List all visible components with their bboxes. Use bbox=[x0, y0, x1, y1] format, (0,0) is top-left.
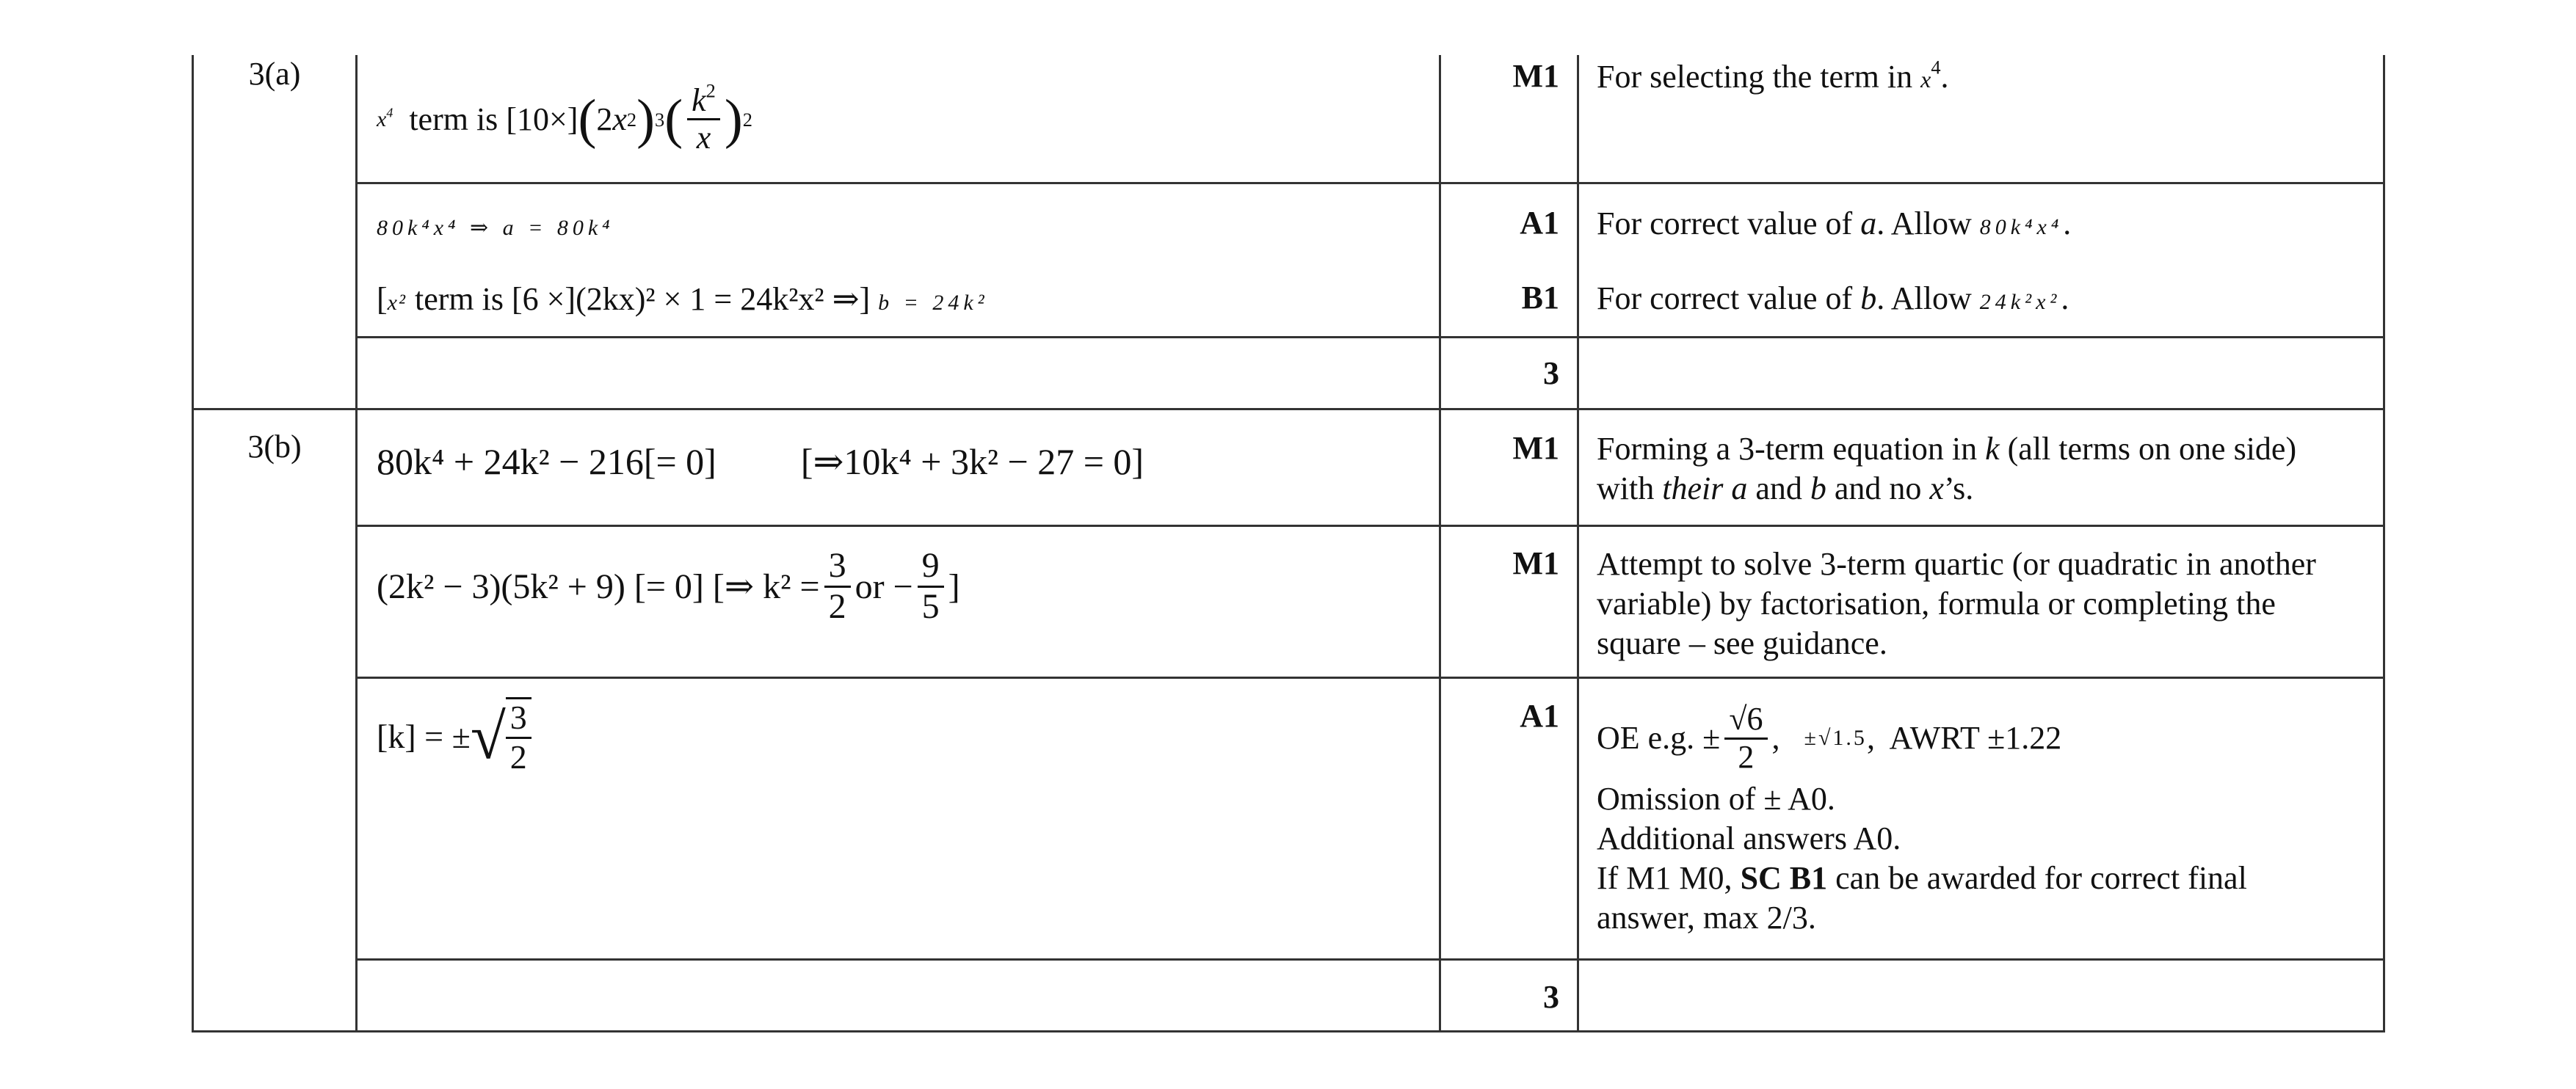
fraction-numerator: 3 bbox=[506, 699, 531, 739]
guidance-text bbox=[1579, 204, 2383, 247]
mark-code: A1 bbox=[1520, 698, 1559, 734]
guidance-part: , bbox=[1771, 720, 1780, 756]
guidance-text bbox=[1579, 544, 2383, 663]
guidance-part: If M1 M0, bbox=[1597, 860, 1741, 896]
fraction-denominator: 2 bbox=[509, 737, 527, 776]
working-part: or − bbox=[855, 567, 913, 606]
guidance-text bbox=[1579, 429, 2383, 509]
row-divider bbox=[355, 525, 2385, 527]
mark-code: B1 bbox=[1521, 280, 1559, 316]
guidance-part: . Allow bbox=[1876, 205, 1980, 241]
guidance-bold: SC B1 bbox=[1740, 860, 1828, 896]
guidance-part: ±√1.5 bbox=[1804, 726, 1867, 750]
answer-working bbox=[358, 440, 1437, 483]
guidance-part: OE e.g. ± bbox=[1597, 720, 1721, 756]
fraction-numerator: 3 bbox=[824, 547, 851, 588]
guidance-text bbox=[1579, 57, 2383, 99]
guidance-line: Additional answers A0. bbox=[1597, 820, 1901, 856]
answer-working: $x^4$ term is [10×] ( 2 x 2 ) 3 ( $\frac{k^2}{x}$ ) 2 bbox=[377, 79, 752, 156]
guidance-var: a bbox=[1860, 205, 1877, 241]
working-part: term is [6 ×](2kx)² × 1 = 24k²x² ⇒] bbox=[406, 281, 871, 317]
mark-code: M1 bbox=[1512, 430, 1559, 466]
guidance-part: . Allow bbox=[1876, 280, 1980, 316]
table-divider-answer bbox=[1439, 55, 1441, 1032]
guidance-line: answer, max 2/3. bbox=[1597, 900, 1816, 936]
question-divider bbox=[192, 408, 2385, 410]
guidance-part: . bbox=[2061, 280, 2069, 316]
total-marks: 3 bbox=[1543, 355, 1559, 391]
mark-code: A1 bbox=[1520, 205, 1559, 241]
guidance-part: . bbox=[1940, 59, 1949, 95]
guidance-part: x bbox=[1929, 470, 1944, 506]
answer-working: [k] = ± √ $\frac{3}{2}$ bbox=[358, 697, 1437, 776]
guidance-part: , AWRT ±1.22 bbox=[1866, 720, 2062, 756]
fraction-numerator: 9 bbox=[918, 547, 944, 588]
guidance-allow: 24k²x² bbox=[1979, 290, 2061, 314]
guidance-part: (all terms on one side) bbox=[1999, 431, 2297, 467]
guidance-part: with bbox=[1597, 470, 1663, 506]
guidance-part: can be awarded for correct final bbox=[1827, 860, 2247, 896]
total-marks: 3 bbox=[1543, 979, 1559, 1015]
guidance-text bbox=[1579, 279, 2383, 322]
table-border-left bbox=[192, 55, 194, 1032]
question-number: 3(a) bbox=[248, 56, 301, 92]
working-part: [ bbox=[377, 281, 388, 317]
guidance-text bbox=[1579, 697, 2383, 938]
fraction-denominator: 2 bbox=[1738, 738, 1755, 775]
mark-code: M1 bbox=[1512, 545, 1559, 581]
fraction-numerator: √6 bbox=[1724, 702, 1767, 739]
working-part: x² bbox=[387, 291, 407, 315]
mark-code: M1 bbox=[1512, 58, 1559, 94]
guidance-var: x bbox=[1920, 66, 1931, 92]
guidance-line: variable) by factorisation, formula or completing the bbox=[1597, 586, 2276, 622]
answer-working bbox=[358, 280, 1437, 318]
guidance-part: b bbox=[1810, 470, 1826, 506]
working-expression: 80k⁴x⁴ ⇒ a = 80k⁴ bbox=[377, 216, 614, 240]
guidance-part: and no bbox=[1826, 470, 1930, 506]
guidance-line: Attempt to solve 3-term quartic (or quadratic in another bbox=[1597, 546, 2316, 582]
row-divider bbox=[355, 182, 2385, 184]
guidance-var: b bbox=[1860, 280, 1877, 316]
question-number: 3(b) bbox=[247, 429, 302, 465]
guidance-part: and bbox=[1747, 470, 1810, 506]
guidance-line: square – see guidance. bbox=[1597, 625, 1887, 661]
guidance-part: Forming a 3-term equation in bbox=[1597, 431, 1986, 467]
row-divider bbox=[355, 677, 2385, 679]
fraction-denominator: 5 bbox=[921, 586, 940, 626]
guidance-part: their a bbox=[1662, 470, 1748, 506]
answer-working bbox=[358, 547, 1437, 627]
working-part: [⇒10k⁴ + 3k² − 27 = 0] bbox=[800, 441, 1144, 482]
guidance-var: k bbox=[1985, 431, 2000, 467]
guidance-allow: 80k⁴x⁴ bbox=[1979, 215, 2064, 239]
working-part: [k] = ± bbox=[377, 718, 471, 756]
working-part: (2k² − 3)(5k² + 9) [= 0] [⇒ k² = bbox=[377, 567, 820, 607]
guidance-part: For selecting the term in bbox=[1597, 59, 1921, 95]
guidance-line: Omission of ± A0. bbox=[1597, 781, 1835, 817]
guidance-part: . bbox=[2063, 205, 2072, 241]
guidance-part: For correct value of bbox=[1597, 280, 1861, 316]
guidance-part: ’s. bbox=[1943, 470, 1974, 506]
table-border-bottom bbox=[192, 1030, 2385, 1032]
table-border-right bbox=[2383, 55, 2385, 1032]
working-part: ] bbox=[948, 567, 960, 606]
fraction-denominator: 2 bbox=[828, 586, 846, 626]
row-divider bbox=[355, 958, 2385, 961]
guidance-part: For correct value of bbox=[1597, 205, 1861, 241]
row-divider bbox=[355, 336, 2385, 338]
guidance-power: 4 bbox=[1931, 56, 1941, 79]
working-part: 80k⁴ + 24k² − 216[= 0] bbox=[377, 441, 716, 482]
table-divider-question bbox=[355, 55, 358, 1032]
working-part: b = 24k² bbox=[878, 291, 989, 315]
answer-working bbox=[358, 205, 1437, 243]
